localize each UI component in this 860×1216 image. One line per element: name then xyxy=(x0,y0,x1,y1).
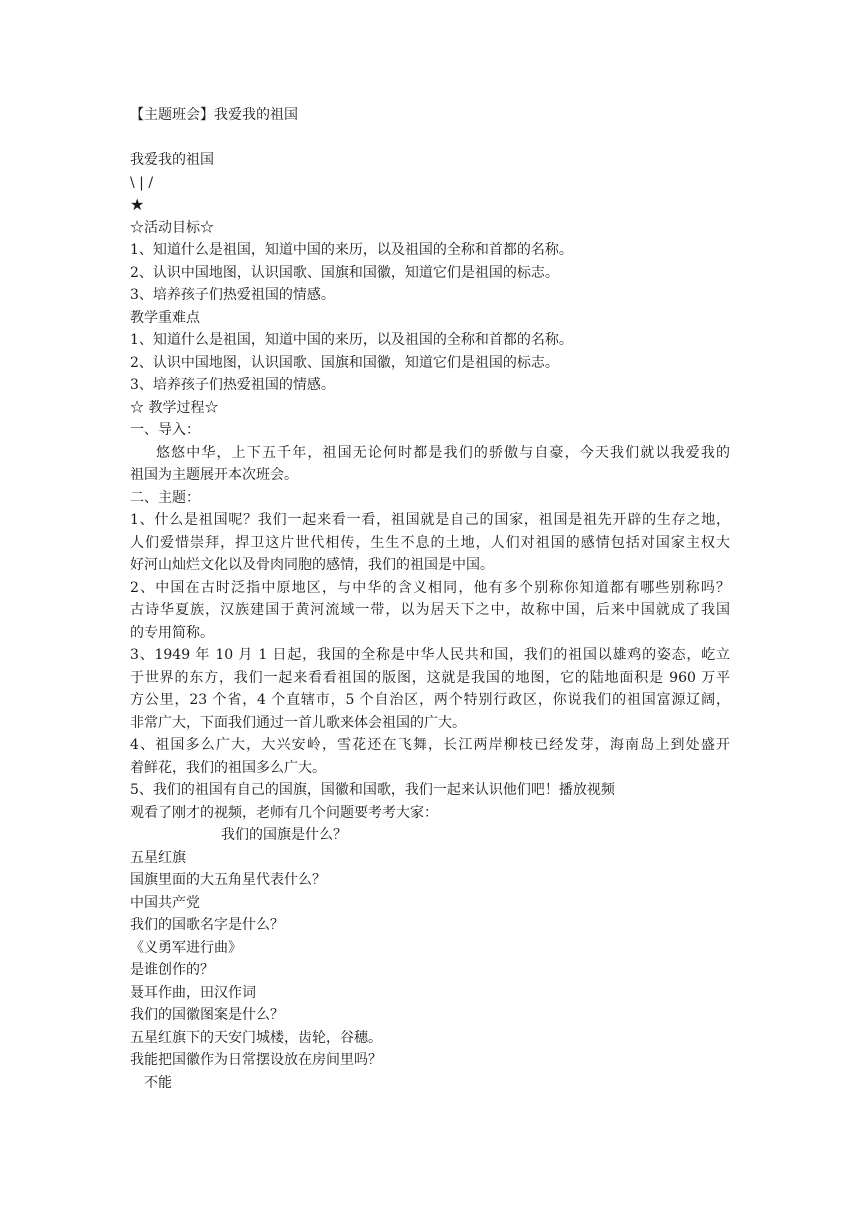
keypoint-item: 3、培养孩子们热爱祖国的情感。 xyxy=(130,377,335,393)
qa-answer: 五星红旗 xyxy=(130,850,186,866)
qa-question: 是谁创作的？ xyxy=(130,962,214,978)
objective-item: 2、认识中国地图，认识国歌、国旗和国徽，知道它们是祖国的标志。 xyxy=(130,265,559,281)
qa-question: 我们的国歌名字是什么？ xyxy=(130,917,284,933)
qa-question: 我能把国徽作为日常摆设放在房间里吗？ xyxy=(130,1052,382,1068)
header-title: 【主题班会】我爱我的祖国 xyxy=(130,107,298,123)
objectives-heading: ☆活动目标☆ xyxy=(130,220,214,236)
paragraph-line: 于世界的东方，我们一起来看看祖国的版图，这就是我国的地图，它的陆地面积是 960 万平 xyxy=(130,670,730,686)
objective-item: 1、知道什么是祖国，知道中国的来历，以及祖国的全称和首都的名称。 xyxy=(130,242,573,258)
qa-question: 我们的国旗是什么？ xyxy=(221,827,347,843)
qa-question: 国旗里面的大五角星代表什么？ xyxy=(130,872,326,888)
paragraph-line: 的专用简称。 xyxy=(130,625,214,641)
paragraph-line: 古诗华夏族，汉族建国于黄河流域一带，以为居天下之中，故称中国，后来中国就成了我国 xyxy=(130,602,730,618)
paragraph-line: 好河山灿烂文化以及骨肉同胞的感情，我们的祖国是中国。 xyxy=(130,557,494,573)
objective-item: 3、培养孩子们热爱祖国的情感。 xyxy=(130,287,335,303)
keypoint-item: 2、认识中国地图，认识国歌、国旗和国徽，知道它们是祖国的标志。 xyxy=(130,355,559,371)
keypoints-heading: 教学重难点 xyxy=(130,310,200,326)
qa-answer: 中国共产党 xyxy=(130,895,200,911)
decor-slashes: \ | / xyxy=(130,175,154,191)
paragraph-line: 方公里，23 个省，4 个直辖市，5 个自治区，两个特别行政区，你说我们的祖国富源辽阔， xyxy=(130,692,730,708)
paragraph-line: 4、祖国多么广大，大兴安岭，雪花还在飞舞，长江两岸柳枝已经发芽，海南岛上到处盛开 xyxy=(130,737,730,753)
process-heading: ☆ 教学过程☆ xyxy=(130,400,219,416)
qa-intro: 观看了刚才的视频，老师有几个问题要考考大家： xyxy=(130,805,438,821)
qa-question: 我们的国徽图案是什么？ xyxy=(130,1007,284,1023)
paragraph-line: 人们爱惜崇拜，捍卫这片世代相传，生生不息的土地，人们对祖国的感情包括对国家主权大 xyxy=(130,535,730,551)
star-icon: ★ xyxy=(130,195,145,214)
paragraph-line: 5、我们的祖国有自己的国旗，国徽和国歌，我们一起来认识他们吧！播放视频 xyxy=(130,782,615,798)
qa-answer: 《义勇军进行曲》 xyxy=(130,940,242,956)
paragraph-line: 着鲜花，我们的祖国多么广大。 xyxy=(130,760,326,776)
intro-line: 悠悠中华，上下五千年，祖国无论何时都是我们的骄傲与自豪，今天我们就以我爱我的 xyxy=(156,445,730,461)
qa-answer: 不能 xyxy=(144,1075,172,1091)
paragraph-line: 1、什么是祖国呢？我们一起来看一看，祖国就是自己的国家，祖国是祖先开辟的生存之地， xyxy=(130,512,730,528)
theme-heading: 二、主题： xyxy=(130,490,200,506)
intro-heading: 一、导入： xyxy=(130,422,200,438)
keypoint-item: 1、知道什么是祖国，知道中国的来历，以及祖国的全称和首都的名称。 xyxy=(130,332,573,348)
paragraph-line: 非常广大，下面我们通过一首儿歌来体会祖国的广大。 xyxy=(130,715,466,731)
qa-answer: 聂耳作曲，田汉作词 xyxy=(130,985,256,1001)
qa-answer: 五星红旗下的天安门城楼，齿轮，谷穗。 xyxy=(130,1030,382,1046)
paragraph-line: 3、1949 年 10 月 1 日起，我国的全称是中华人民共和国，我们的祖国以雄鸡的姿态，屹立 xyxy=(130,647,730,663)
intro-line: 祖国为主题展开本次班会。 xyxy=(130,467,298,483)
document-title: 我爱我的祖国 xyxy=(130,152,214,168)
paragraph-line: 2、中国在古时泛指中原地区，与中华的含义相同，他有多个别称你知道都有哪些别称吗？ xyxy=(130,580,730,596)
